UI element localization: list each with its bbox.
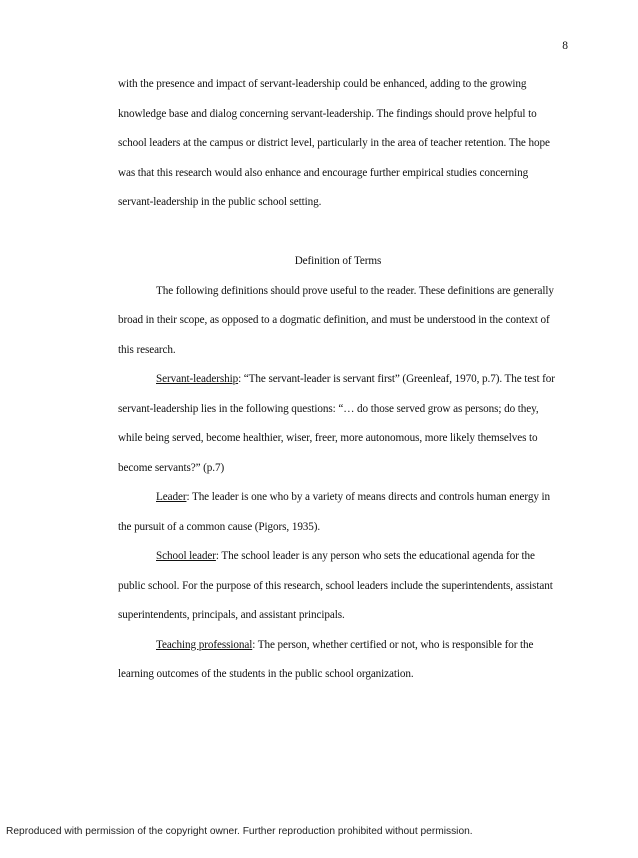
page-number: 8	[562, 40, 568, 52]
section-intro-paragraph: The following definitions should prove useful to the reader. These definitions are generally broad in their scope, as opposed to a dogmatic definition, and must be understood in the context of this research.	[118, 284, 554, 356]
definition-term: Servant-leadership	[156, 373, 239, 385]
definition-text: : The person, whether certified or not, who is responsible for the learning outcomes of the students in the public school organization.	[118, 638, 534, 680]
definition-text: : “The servant-leader is servant first” (Greenleaf, 1970, p.7). The test for servant-leadership lies in the following questions: “… do those served grow as persons; do they, while being served, become healthier, wiser, freer, more autonomous, more likely themselves to become servants?” (p.7)	[118, 373, 555, 474]
copyright-notice: Reproduced with permission of the copyright owner. Further reproduction prohibited without permission.	[6, 826, 473, 837]
definition-teaching-professional	[118, 631, 558, 690]
definition-leader	[118, 483, 558, 542]
definition-term: Leader	[156, 491, 187, 503]
document-body	[118, 70, 558, 690]
definition-school-leader	[118, 542, 558, 631]
definition-term: School leader	[156, 550, 216, 562]
definition-text: : The school leader is any person who sets the educational agenda for the public school. For the purpose of this research, school leaders include the superintendents, assistant superintendents, principals, and assistant principals.	[118, 550, 553, 621]
definition-servant-leadership	[118, 365, 558, 483]
section-heading: Definition of Terms	[294, 255, 382, 267]
intro-paragraph: with the presence and impact of servant-leadership could be enhanced, adding to the growing knowledge base and dialog concerning servant-leadership. The findings should prove helpful to school leaders at the campus or district level, particularly in the area of teacher retention. The hope was that this research would also enhance and encourage further empirical studies concerning servant-leadership in the public school setting.	[118, 78, 550, 208]
definition-text: : The leader is one who by a variety of means directs and controls human energy in the pursuit of a common cause (Pigors, 1935).	[118, 491, 551, 533]
definition-term: Teaching professional	[156, 638, 253, 651]
